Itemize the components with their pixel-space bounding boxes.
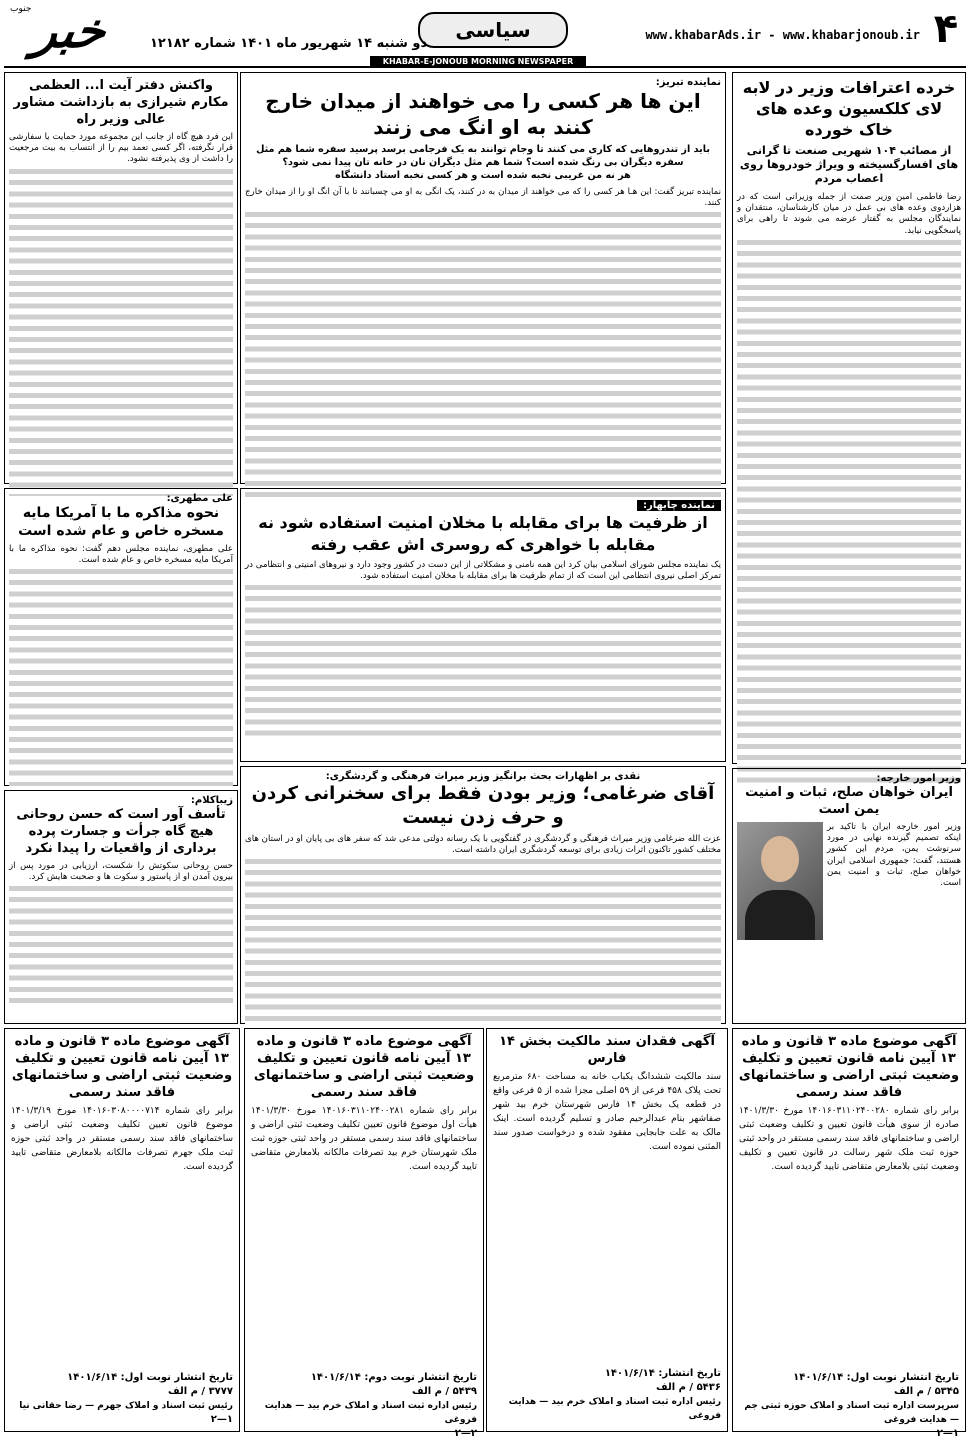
ad-3-date: تاریخ انتشار نوبت دوم: ۱۴۰۱/۶/۱۴ [310, 1372, 477, 1383]
minister-photo [737, 822, 823, 940]
ad-4-id: ۱—۲ [210, 1414, 233, 1425]
ad-2-footer: رئیس اداره ثبت اسناد و املاک خرم بید — هدایت فروغی [508, 1397, 721, 1421]
right-article [732, 72, 966, 764]
main-mid-kicker: نماینده چابهار: [637, 500, 721, 511]
ad-1-title: آگهی موضوع ماده ۳ قانون و ماده ۱۳ آیین نامه قانون تعیین و تکلیف وضعیت ثبتی اراضی و ساختمانهای فاقد سند رسمی [738, 1034, 960, 1100]
website-urls[interactable]: www.khabarAds.ir - www.khabarjonoub.ir [645, 28, 920, 42]
ad-box-1 [732, 1028, 966, 1439]
right-mid-body: وزیر امور خارجه ایران با تاکید بر اینکه تصمیم گیرنده نهایی در مورد سرنوشت یمن، مردم این کشور هستند، گفت: جمهوری اسلامی ایران خواهان صلح، ثبات و امنیت یمن است. [827, 822, 961, 889]
main-top-headline: این ها هر کسی را می خواهند از میدان خارج کنند به او انگ می زنند [265, 89, 701, 139]
logo-subtext: جنوب [10, 4, 32, 14]
right-article-text-block [737, 237, 961, 789]
ad-4-title: آگهی موضوع ماده ۳ قانون و ماده ۱۳ آیین نامه قانون تعیین و تکلیف وضعیت ثبتی اراضی و ساختمانهای فاقد سند رسمی [11, 1034, 233, 1100]
main-top-deck: باید از تندروهایی که کاری می کنند تا وجام توانند به یک فرجامی برسد پرسید سفره شما هم مثل سفره دیگران بی رنگ شده است؟ شما هم مثل دیگران نان در خانه تان پیدا نمی شود؟ [256, 144, 710, 168]
left-top-article [4, 72, 238, 484]
ad-4-date: تاریخ انتشار نوبت اول: ۱۴۰۱/۶/۱۴ [67, 1372, 233, 1383]
main-top-text-block [245, 209, 721, 499]
ad-3-id: ۲—۲ [454, 1428, 477, 1439]
face-shape [761, 836, 799, 882]
date-issue: دو شنبه ۱۴ شهریور ماه ۱۴۰۱ شماره ۱۲۱۸۲ [150, 36, 428, 51]
ad-4-body: برابر رای شماره ۱۴۰۱۶۰۳۰۸۰۰۰۰۷۱۴ مورخ ۱۴۰۱/۳/۱۹ موضوع قانون تعیین تکلیف وضعیت ثبتی اراضی و ساختمانهای فاقد سند رسمی مستقر در واحد ثبتی حوزه ثبت ملک جهرم تصرفات مالکانه بلامعارض متقاضی تایید گردیده است. [11, 1106, 233, 1172]
left-bottom-text-block [9, 883, 233, 1003]
main-mid-text-block [245, 582, 721, 742]
ad-3-body: برابر رای شماره ۱۴۰۱۶۰۳۱۱۰۲۴۰۰۲۸۱ مورخ ۱۴۰۱/۳/۳۰ هیأت اول موضوع قانون تعیین تکلیف وضعیت ثبتی اراضی و ساختمانهای فاقد سند رسمی مستقر در واحد ثبتی حوزه ثبت ملک شهرستان خرم بید تصرفات مالکانه بلامعارض متقاضی تایید گردیده است. [251, 1106, 477, 1172]
main-bottom-text-block [245, 856, 721, 1026]
main-top-article [240, 72, 726, 484]
ad-2-title: آگهی فقدان سند مالکیت بخش ۱۴ فارس [499, 1034, 715, 1066]
left-mid-article [4, 488, 238, 786]
right-mid-article [732, 768, 966, 1024]
logo-text: خبر [29, 3, 111, 59]
main-mid-body: یک نماینده مجلس شورای اسلامی بیان کرد این همه نامنی و مشکلاتی از این دست در کشور وجود دارد و نیروهای امنیتی و انتظامی در تمرکز اصلی نیروی انتظامی این است که از تمام ظرفیت ها برای مقابله با مخلان امنیت استفاده شود. [245, 560, 721, 582]
ad-3-title: آگهی موضوع ماده ۳ قانون و ماده ۱۳ آیین نامه قانون تعیین و تکلیف وضعیت ثبتی اراضی و ساختمانهای فاقد سند رسمی [253, 1034, 475, 1100]
left-top-body: این فرد هیچ گاه از جانب این مجموعه مورد حمایت یا سفارشی قرار نگرفته، اگر کسی تعمد بیم را از انتساب به بیت مرجعیت را داشت از وی پذیرفته نشود. [9, 132, 233, 165]
left-top-text-block [9, 166, 233, 496]
main-bottom-body: عزت الله ضرغامی وزیر میراث فرهنگی و گردشگری در گفتگویی با یک رسانه دولتی مدعی شد که سفر های بی پایان او در استان های مختلف کشور تاکنون اثرات زیادی برای توسعه گردشگری ایران داشته است. [245, 834, 721, 856]
right-article-headline: خرده اعترافات وزیر در لابه لای کلکسیون وعده های خاک خورده [742, 78, 956, 139]
left-mid-kicker: علی مطهری: [166, 493, 233, 504]
main-bottom-headline: آقای ضرغامی؛ وزیر بودن فقط برای سخنرانی کردن و حرف زدن نیست [251, 783, 715, 828]
suit-shape [745, 890, 815, 940]
main-bottom-article [240, 766, 726, 1024]
ad-box-2 [486, 1028, 728, 1432]
main-mid-headline: از ظرفیت ها برای مقابله با مخلان امنیت استفاده شود نه مقابله با خواهری که روسری اش عقب رفته [258, 513, 708, 554]
left-bottom-kicker: زیباکلام: [190, 795, 233, 806]
ad-1-footer: سرپرست اداره ثبت اسناد و املاک حوزه ثبتی جم — هدایت فروغی [744, 1401, 959, 1425]
main-top-deck-2: هر نه من غریبی نخبه شده است و هر کسی نخبه استاد دانشگاه [335, 170, 631, 181]
main-mid-article [240, 488, 726, 762]
ad-1-code: ۵۳۴۵ / م الف [894, 1386, 959, 1397]
ad-4-footer: رئیس ثبت اسناد و املاک جهرم — رضا حقانی نیا [19, 1401, 233, 1411]
main-bottom-kicker: نقدی بر اظهارات بحث برانگیز وزیر میراث فرهنگی و گردشگری: [325, 771, 641, 782]
left-mid-body: علی مطهری، نماینده مجلس دهم گفت: نحوه مذاکره ما با آمریکا مایه مسخره خاص و عام شده است. [9, 544, 233, 566]
ad-1-body: برابر رای شماره ۱۴۰۱۶۰۳۱۱۰۲۴۰۰۲۸۰ مورخ ۱۴۰۱/۳/۳۰ صادره از سوی هیأت قانون تعیین و تکلیف وضعیت ثبتی اراضی و ساختمانهای فاقد سند رسمی مستقر در واحد ثبتی حوزه ثبت ملک شهر رسالت در قانون تعیین و تکلیف وضعیت ثبتی بلامعارض متقاضی تایید گردیده است. [739, 1106, 959, 1172]
page-number: ۴ [933, 6, 959, 52]
masthead-band: KHABAR-E-JONOUB MORNING NEWSPAPER [370, 56, 586, 67]
ad-box-4 [4, 1028, 240, 1432]
right-article-subhead: از مصائب ۱۰۴ شهریی صنعت تا گرانی های افسارگسیخته و ویراژ خودروها روی اعصاب مردم [739, 144, 959, 185]
main-top-kicker: نماینده تبریز: [655, 77, 721, 88]
ad-4-code: ۳۷۷۷ / م الف [168, 1386, 233, 1397]
left-mid-headline: نحوه مذاکره ما با آمریکا مایه مسخره خاص و عام شده است [18, 505, 224, 539]
ad-2-date: تاریخ انتشار: ۱۴۰۱/۶/۱۴ [604, 1368, 721, 1379]
section-title: سیاسی [418, 12, 568, 48]
ad-1-id: ۱—۲ [936, 1428, 959, 1439]
left-bottom-body: حسن روحانی سکوتش را شکست، ارزیابی در مورد پس از بیرون آمدن او از پاستور و سکوت ها و صحبت هایش کرد. [9, 861, 233, 883]
right-mid-kicker: وزیر امور خارجه: [876, 773, 961, 784]
newspaper-logo [6, 4, 134, 58]
ad-2-body: سند مالکیت ششدانگ یکباب خانه به مساحت ۶۸۰ مترمربع تحت پلاک ۴۵۸ فرعی از ۵۹ اصلی مجزا شده از ۵ فرعی واقع در قطعه یک بخش ۱۴ فارس شهرستان خرم بید شهر صفاشهر بنام عبدالرحیم صادر و تسلیم گردیده است. اینک مالک به علت جابجایی مفقود شده و درخواست صدور سند المثنی نموده است. [493, 1072, 721, 1152]
ad-2-code: ۵۴۳۶ / م الف [656, 1382, 721, 1393]
right-article-body: رضا فاطمی امین وزیر صمت از جمله وزیرانی است که در هزاردوی وعده های بی عمل در میان کارشناسان، منتقدان و نمایندگان مجلس به گفتار عرضه می شوند تا راهی برای پاسخگویی نیابد. [737, 192, 961, 236]
ad-3-footer: رئیس اداره ثبت اسناد و املاک خرم بید — هدایت فروغی [264, 1401, 477, 1425]
left-bottom-headline: تأسف آور است که حسن روحانی هیچ گاه جرأت و جسارت پرده برداری از واقعیات را پیدا نکرد [16, 807, 226, 856]
ad-box-3 [244, 1028, 484, 1439]
main-top-body: نماینده تبریز گفت: این هـا هر کسی را که می خواهند از میدان به در کنند، یک انگی به او می چسبانند تا با آن انگ او را از میدان خارج کنند. [245, 187, 721, 209]
ad-3-code: ۵۴۳۹ / م الف [412, 1386, 477, 1397]
ad-1-date: تاریخ انتشار نوبت اول: ۱۴۰۱/۶/۱۴ [793, 1372, 959, 1383]
left-mid-text-block [9, 566, 233, 786]
left-bottom-article [4, 790, 238, 1024]
left-top-headline: واکنش دفتر آیت ا... العظمی مکارم شیرازی به بازداشت مشاور عالی وزیر راه [13, 78, 229, 127]
header-rule [4, 66, 966, 68]
right-mid-headline: ایران خواهان صلح، ثبات و امنیت یمن است [745, 785, 953, 817]
